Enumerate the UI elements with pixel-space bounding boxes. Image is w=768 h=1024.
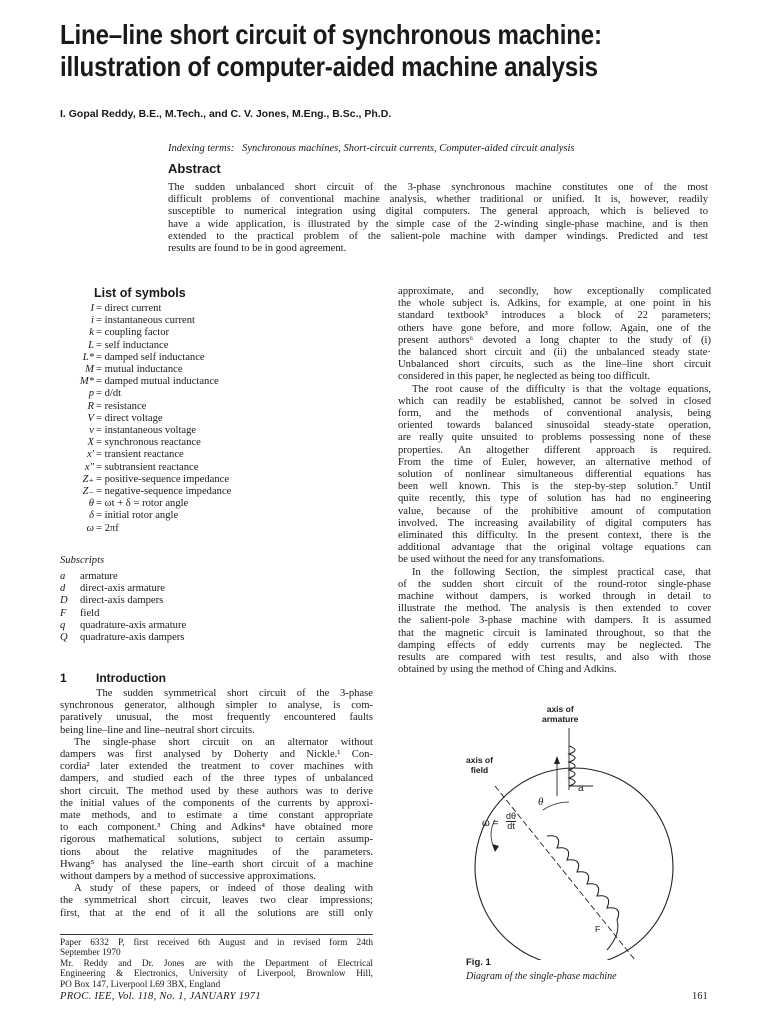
- label-axis-field-line-2: field: [470, 765, 489, 775]
- armature-arrow-head: [554, 756, 560, 764]
- label-F: F: [595, 924, 601, 934]
- subscript-desc: quadrature-axis dampers: [80, 632, 185, 643]
- text-line: considered in this paper, he neglected as being too difficult.: [398, 371, 651, 383]
- symbol-key: R: [87, 400, 94, 412]
- footnote-line: September 1970: [60, 948, 121, 959]
- abstract-line: have a wide application, is illustrated by the simple case of the 2-winding single-phase machine, and is then: [168, 218, 708, 230]
- symbol-key: k: [89, 327, 94, 339]
- text-line: quite recently, this type of solution has had no engineering: [398, 493, 711, 505]
- text-line: Hwang⁵ has analysed the line–earth short circuit of a machine: [60, 858, 373, 870]
- text-line: that the magnetic circuit is laminated throughout, so that the: [398, 627, 711, 639]
- symbol-key: I: [90, 303, 94, 314]
- symbol-desc: = subtransient reactance: [96, 461, 199, 473]
- symbol-key: V: [87, 412, 94, 424]
- abstract-line: extended to the practical problem of the salient-pole machine with damper windings. Predicted and test: [168, 230, 708, 242]
- text-line: approximate, and secondly, how exceptionally complicated: [398, 286, 711, 297]
- subscript-desc: direct-axis dampers: [80, 595, 164, 607]
- symbol-desc: = self inductance: [96, 339, 169, 351]
- footnote-line: Engineering & Electronics, University of Liverpool, Brownlow Hill,: [60, 969, 373, 980]
- symbol-key: i: [91, 315, 94, 327]
- symbol-key: M: [85, 364, 94, 375]
- text-line: results are compared with test results, and also with those: [398, 652, 711, 664]
- text-line: illustrate the method. The analysis is then extended to cover: [398, 603, 711, 615]
- symbol-desc: = instantaneous voltage: [96, 425, 197, 436]
- label-dt: dt: [507, 821, 515, 831]
- symbol-key: θ: [88, 498, 94, 510]
- text-line: dampers, and studied each of the three types of unbalanced: [60, 773, 373, 785]
- symbol-desc: = direct current: [96, 303, 162, 314]
- text-line: the whole subject is. Adkins, for example, at one point in his: [398, 298, 711, 310]
- symbol-desc: = d/dt: [96, 388, 122, 400]
- armature-coil: [569, 746, 575, 786]
- section-heading: Introduction: [96, 671, 166, 685]
- footnote-line: Mr. Reddy and Dr. Jones are with the Department of Electrical: [60, 958, 373, 969]
- text-line: In the following Section, the simplest practical case, that: [412, 566, 711, 578]
- text-line: being line–line and line–neutral short circuits.: [60, 724, 255, 736]
- text-line: been well known. This is the step-by-step solution.⁷ Until: [398, 481, 711, 493]
- symbol-key: p: [88, 388, 94, 400]
- subscript-desc: quadrature-axis armature: [80, 619, 187, 631]
- text-line: From the time of Euler, however, an alternative method of: [398, 456, 711, 468]
- subscript-desc: field: [80, 607, 100, 619]
- stator-circle: [475, 768, 673, 960]
- label-axis-armature-line-1: axis of: [546, 704, 574, 714]
- text-line: first, that at the end of it all the solutions are still only: [60, 907, 373, 919]
- label-axis-armature: [542, 704, 578, 724]
- symbol-key: X: [87, 437, 94, 449]
- text-line: without dampers by a method of successive approximations.: [60, 871, 316, 883]
- label-axis-armature-line-2: armature: [542, 714, 579, 724]
- label-axis-field: [466, 755, 493, 775]
- text-line: properties. An altogether different approach is required.: [398, 444, 711, 456]
- text-line: mate methods, and to estimate a time constant appropriate: [60, 810, 373, 822]
- symbol-desc: = synchronous reactance: [96, 437, 201, 449]
- omega-arrow-head: [492, 844, 499, 852]
- paper-title-line-2: illustration of computer-aided machine analysis: [60, 51, 598, 82]
- text-line: others have gone before, and more follow. Again, one of the: [398, 322, 711, 334]
- text-line: obtained by using the method of Ching and Adkins.: [398, 664, 617, 676]
- subscripts-list: [60, 571, 360, 647]
- text-line: the initial values of the components of the currents by approxi-: [60, 797, 373, 809]
- text-line: Unbalanced short circuits, such as the line–line short circuit: [398, 359, 711, 371]
- text-line: machine without dampers, is worked through in detail to: [398, 591, 711, 603]
- abstract-line: results are found to be in good agreement.: [168, 243, 347, 255]
- text-line: A study of these papers, or indeed of those dealing with: [74, 883, 373, 895]
- figure-1-diagram: [455, 700, 705, 960]
- subscript-desc: direct-axis armature: [80, 583, 165, 595]
- symbol-key: Z₋: [82, 486, 94, 497]
- abstract-line: susceptible to numerical integration using digital computers. The general approach, which is believed to: [168, 206, 708, 218]
- symbol-key: x″: [84, 461, 94, 473]
- footnote-line: Paper 6332 P, first received 6th August and in revised form 24th: [60, 938, 373, 948]
- text-line: dampers was first analysed by Doherty and Nickle.¹ Con-: [60, 749, 373, 761]
- text-line: form, and the methods of conventional analysis, being: [398, 408, 711, 420]
- introduction-body: [60, 688, 373, 920]
- theta-arc: [543, 802, 569, 810]
- abstract-line: difficult problems of conventional machine analysis, whether traditional or unified. It is, however, readily: [168, 194, 708, 206]
- text-line: The single-phase short circuit on an alternator without: [74, 736, 373, 748]
- subscripts-heading: Subscripts: [60, 555, 105, 566]
- text-line: short circuit. The method used by these authors was to derive: [60, 785, 373, 797]
- label-dtheta: dθ: [506, 811, 517, 821]
- symbol-desc: = damped mutual inductance: [96, 376, 219, 388]
- text-line: solution of nonlinear simultaneous differential equations has: [398, 469, 711, 481]
- symbol-key: ω: [86, 522, 94, 534]
- text-line: rigorous mathematical solutions, subject to certain assump-: [60, 834, 373, 846]
- text-line: the symmetrical short circuit, leaves two clear impressions;: [60, 895, 373, 907]
- text-line: of the sudden short circuit of the round-rotor single-phase: [398, 578, 711, 590]
- authors: I. Gopal Reddy, B.E., M.Tech., and C. V. Jones, M.Eng., B.Sc., Ph.D.: [60, 108, 392, 120]
- footnote-line: PO Box 147, Liverpool L69 3BX, England: [60, 979, 221, 990]
- symbol-desc: = damped self inductance: [96, 351, 205, 363]
- text-line: the balanced short circuit and (ii) the unbalanced steady state·: [398, 347, 711, 359]
- right-column-body: [398, 286, 711, 677]
- symbol-desc: = resistance: [96, 400, 147, 412]
- symbol-key: δ: [89, 510, 94, 522]
- text-line: tions about the relative magnitudes of the parameters.: [60, 846, 373, 858]
- abstract-line: The sudden unbalanced short circuit of the 3-phase synchronous machine constitutes one of the most: [168, 182, 708, 193]
- symbols-heading: List of symbols: [94, 286, 186, 300]
- label-derivative: [506, 812, 516, 831]
- text-line: to each component.³ Ching and Adkins⁴ have obtained more: [60, 822, 373, 834]
- text-line: present authors⁶ devoted a long chapter to the study of (i): [398, 334, 711, 346]
- symbol-key: Z₊: [82, 473, 94, 485]
- subscript-key: a: [60, 571, 66, 582]
- field-coil: [547, 836, 619, 920]
- paper-title-line-1: Line–line short circuit of synchronous machine:: [60, 19, 602, 50]
- footnote-rule: [60, 934, 373, 935]
- subscript-key: Q: [60, 632, 68, 643]
- symbols-list: [60, 303, 380, 543]
- figure-label: Fig. 1: [466, 957, 491, 968]
- symbol-desc: = instantaneous current: [96, 315, 195, 327]
- abstract-body: [168, 182, 708, 255]
- field-lead: [607, 920, 618, 950]
- symbol-desc: = initial rotor angle: [96, 510, 179, 522]
- journal-citation: PROC. IEE, Vol. 118, No. 1, JANUARY 1971: [60, 991, 261, 1002]
- text-line: be used without the need for any transfomations.: [398, 554, 605, 566]
- subscript-key: D: [60, 595, 68, 607]
- text-line: damping effects of eddy currents may be neglected. The: [398, 639, 711, 651]
- text-line: the salient-pole 3-phase machine with dampers. It is assumed: [398, 615, 711, 627]
- text-line: cordia² later extended the treatment to cover machines with: [60, 761, 373, 773]
- subscript-key: q: [60, 619, 66, 631]
- abstract-heading: Abstract: [168, 161, 221, 176]
- text-line: eliminated this difficulty. In the present context, there is the: [398, 530, 711, 542]
- text-line: value, because of the prohibitive amount of computation: [398, 505, 711, 517]
- text-line: are really quite unsuited to problems possessing none of these: [398, 432, 711, 444]
- text-line: standard textbook³ introduces a block of 22 parameters;: [398, 310, 711, 322]
- symbol-key: L: [88, 339, 94, 351]
- symbol-desc: = coupling factor: [96, 327, 170, 339]
- label-omega: ω =: [482, 818, 499, 829]
- symbol-key: v: [89, 425, 94, 436]
- symbol-desc: = 2πf: [96, 522, 119, 534]
- symbol-desc: = ωt + δ = rotor angle: [96, 498, 189, 510]
- symbol-desc: = transient reactance: [96, 449, 184, 461]
- text-line: paratively unusual, the most frequently encountered faults: [60, 712, 373, 724]
- label-axis-field-line-1: axis of: [466, 755, 493, 765]
- footnote: [60, 938, 373, 990]
- symbol-desc: = positive-sequence impedance: [96, 473, 230, 485]
- section-number: 1: [60, 671, 67, 685]
- text-line: The root cause of the difficulty is that the voltage equations,: [412, 383, 711, 395]
- symbol-desc: = negative-sequence impedance: [96, 486, 232, 497]
- subscript-desc: armature: [80, 571, 118, 582]
- text-line: additional advantage that the original voltage equations can: [398, 542, 711, 554]
- text-line: involved. The increasing availability of digital computers has: [398, 517, 711, 529]
- text-line: which can readily be established, cannot be solved in closed: [398, 395, 711, 407]
- symbol-desc: = direct voltage: [96, 412, 163, 424]
- text-line: synchronous generator, although simpler to analyse, is com-: [60, 700, 373, 712]
- symbol-key: M*: [79, 376, 94, 388]
- label-a: a: [578, 783, 584, 794]
- symbol-key: x′: [86, 449, 94, 461]
- indexing-terms: Indexing terms: Synchronous machines, Short-circuit currents, Computer-aided circuit analysis: [168, 143, 575, 154]
- subscript-key: F: [60, 607, 67, 619]
- text-line: oriented towards balanced sinusoidal steady-state operation,: [398, 420, 711, 432]
- label-theta: θ: [538, 796, 544, 808]
- text-line: The sudden symmetrical short circuit of the 3-phase: [96, 688, 373, 699]
- page-number: 161: [692, 991, 708, 1002]
- subscript-key: d: [60, 583, 66, 595]
- symbol-desc: = mutual inductance: [96, 364, 183, 375]
- figure-caption: Diagram of the single-phase machine: [466, 971, 617, 982]
- symbol-key: L*: [82, 351, 94, 363]
